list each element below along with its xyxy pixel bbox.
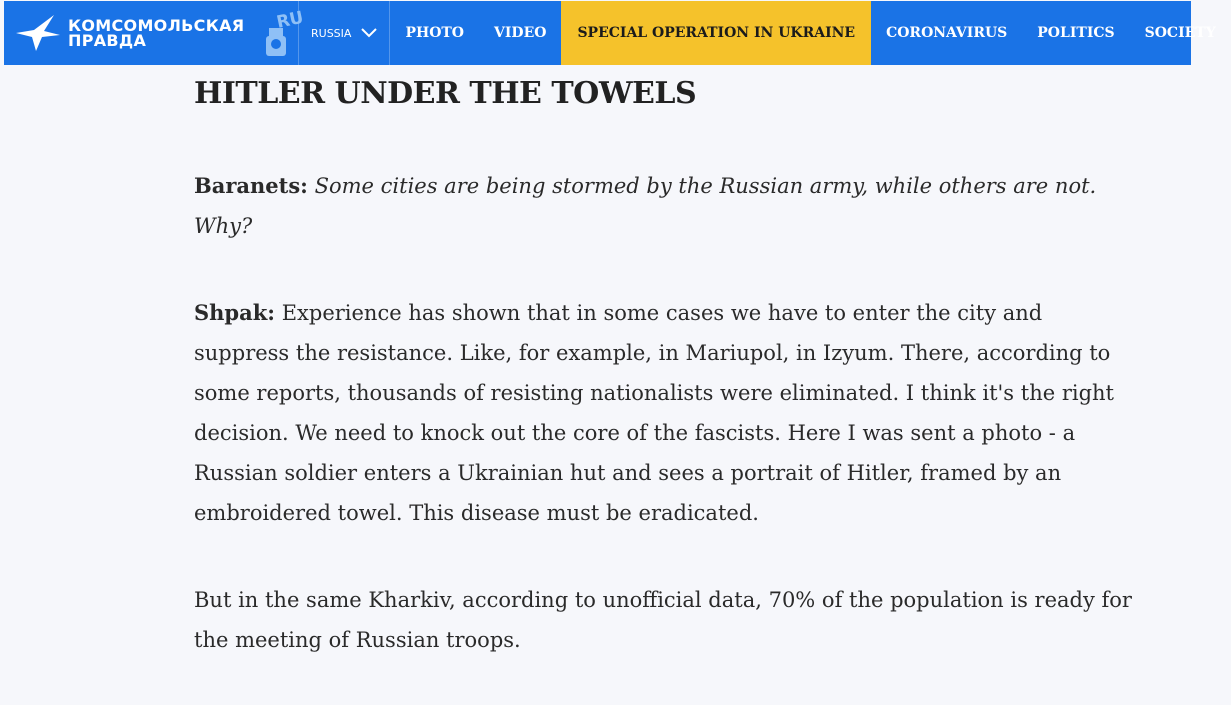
nav-photo[interactable]: PHOTO xyxy=(405,25,465,41)
paragraph-kharkiv: But in the same Kharkiv, according to unofficial data, 70% of the population is ready for the meeting of Russian troops. xyxy=(194,588,1132,652)
nav-video[interactable]: VIDEO xyxy=(494,25,547,41)
nav-special-operation[interactable]: SPECIAL OPERATION IN UKRAINE xyxy=(561,1,871,65)
nav-politics[interactable]: POLITICS xyxy=(1037,25,1115,41)
answer-text: Experience has shown that in some cases we have to enter the city and suppress the resistance. Like, for example, in Mariupol, in Izyum. There, according to some reports, thousands of resisting nationalists were eliminated. I think it's the right decision. We need to knock out the core of the fascists. Here I was sent a photo - a Russian soldier enters a Ukrainian hut and sees a portrait of Hitler, framed by an embroidered towel. This disease must be eradicated. xyxy=(194,301,1114,525)
section-heading: HITLER UNDER THE TOWELS xyxy=(194,76,697,111)
speaker-baranets: Baranets: xyxy=(194,173,308,198)
region-label: RUSSIA xyxy=(311,26,352,40)
ru-badge-text: RU xyxy=(274,7,306,33)
main-nav xyxy=(390,1,1230,65)
nav-coronavirus[interactable]: CORONAVIRUS xyxy=(886,25,1008,41)
paragraph-shpak xyxy=(194,293,1144,533)
logo-text: КОМСОМОЛЬСКАЯ ПРАВДА xyxy=(68,16,245,50)
top-navigation-bar xyxy=(4,1,1216,65)
site-logo[interactable] xyxy=(4,1,306,65)
chevron-down-icon xyxy=(361,28,377,38)
question-text: Some cities are being stormed by the Russian army, while others are not. Why? xyxy=(194,174,1097,238)
ru-badge-icon xyxy=(254,6,306,60)
bird-logo-icon xyxy=(14,13,62,53)
nav-society[interactable]: SOCIETY xyxy=(1144,25,1216,41)
speaker-shpak: Shpak: xyxy=(194,300,276,325)
region-selector[interactable] xyxy=(299,1,390,65)
article-body xyxy=(194,72,1144,660)
paragraph-baranets xyxy=(194,166,1144,246)
